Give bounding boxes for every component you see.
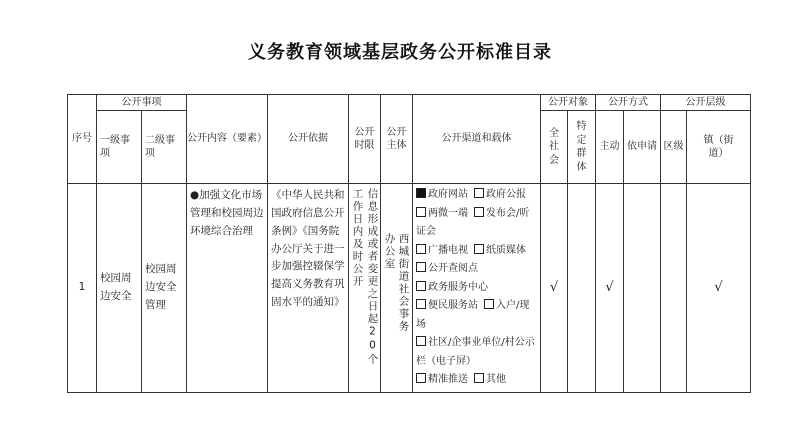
channel-line — [416, 334, 537, 371]
channel-label: 精准推送 — [428, 374, 468, 385]
header-level2: 二级事项 — [142, 111, 187, 184]
header-all: 全社会 — [541, 111, 568, 184]
channel-label: 社区/企事业单位/村公示栏（电子屏） — [416, 337, 535, 367]
row-basis: 《中华人民共和国政府信息公开条例》《国务院办公厅关于进一步加强控辍保学提高义务教育巩固水平的通知》 — [268, 184, 349, 393]
channel-line — [416, 279, 537, 298]
page-title: 义务教育领域基层政务公开标准目录 — [248, 42, 552, 63]
channel-option — [416, 189, 468, 200]
row-time: 信息形成或者变更之日起20个工作日内及时公开 — [349, 184, 381, 393]
channel-label: 两微一端 — [428, 207, 468, 219]
row-district-mark — [661, 184, 687, 393]
checkbox-icon — [484, 299, 494, 309]
channel-label: 政务服务中心 — [428, 281, 488, 293]
row-level2: 校园周边安全管理 — [142, 184, 187, 393]
header-seq: 序号 — [68, 95, 97, 184]
channel-label: 公开查阅点 — [428, 263, 478, 274]
channel-label: 政府公报 — [486, 189, 526, 200]
checkbox-icon — [416, 336, 426, 346]
header-district: 区级 — [661, 111, 687, 184]
channel-option — [474, 189, 526, 200]
channel-option — [416, 337, 535, 367]
checkbox-icon — [416, 299, 426, 309]
header-channel: 公开渠道和载体 — [413, 95, 541, 184]
row-level1: 校园周边安全 — [97, 184, 142, 393]
channel-label: 纸质媒体 — [486, 244, 526, 256]
header-content: 公开内容（要素） — [187, 95, 268, 184]
checkbox-icon — [416, 207, 426, 217]
channel-line — [416, 371, 537, 390]
channel-option — [416, 300, 478, 311]
row-apply-mark — [624, 184, 661, 393]
header-level1: 一级事项 — [97, 111, 142, 184]
channel-line — [416, 260, 537, 279]
row-all-mark: √ — [541, 184, 568, 393]
row-channels — [413, 184, 541, 393]
checkbox-icon — [416, 262, 426, 272]
header-subject: 公开主体 — [381, 95, 413, 184]
channel-option — [416, 282, 488, 293]
checkbox-icon — [474, 244, 484, 254]
header-tier: 公开层级 — [661, 95, 751, 111]
channel-option — [416, 208, 468, 219]
row-subject: 西城街道社会事务办公室 — [381, 184, 413, 393]
checkbox-icon — [416, 244, 426, 254]
channel-option — [416, 374, 468, 385]
channel-option — [416, 245, 468, 256]
checked-box-icon — [416, 188, 426, 198]
row-content: ●加强文化市场管理和校园周边环境综合治理 — [187, 184, 268, 393]
checkbox-icon — [474, 188, 484, 198]
channel-label: 入户/现场 — [416, 300, 530, 330]
row-town-mark: √ — [687, 184, 751, 393]
channel-option — [474, 374, 506, 385]
header-target: 公开对象 — [541, 95, 596, 111]
header-group: 特定群体 — [568, 111, 596, 184]
checkbox-icon — [416, 281, 426, 291]
row-active-mark: √ — [596, 184, 624, 393]
header-active: 主动 — [596, 111, 624, 184]
table-row — [68, 184, 751, 393]
header-time: 公开时限 — [349, 95, 381, 184]
channel-line — [416, 205, 537, 242]
checkbox-icon — [416, 373, 426, 383]
checkbox-icon — [474, 373, 484, 383]
channel-label: 便民服务站 — [428, 300, 478, 311]
catalog-table — [67, 94, 751, 393]
channel-line — [416, 186, 537, 205]
channel-option — [416, 263, 478, 274]
channel-label: 发布会/听证会 — [416, 207, 530, 237]
channel-label: 政府网站 — [428, 189, 468, 200]
row-group-mark — [568, 184, 596, 393]
channel-option — [474, 245, 526, 256]
header-basis: 公开依据 — [268, 95, 349, 184]
header-items: 公开事项 — [97, 95, 187, 111]
channel-label: 其他 — [486, 374, 506, 385]
header-town: 镇（街道） — [687, 111, 751, 184]
header-apply: 依申请 — [624, 111, 661, 184]
channel-line — [416, 242, 537, 261]
channel-label: 广播电视 — [428, 244, 468, 256]
channel-line — [416, 297, 537, 334]
row-seq: 1 — [68, 184, 97, 393]
checkbox-icon — [474, 207, 484, 217]
header-method: 公开方式 — [596, 95, 661, 111]
